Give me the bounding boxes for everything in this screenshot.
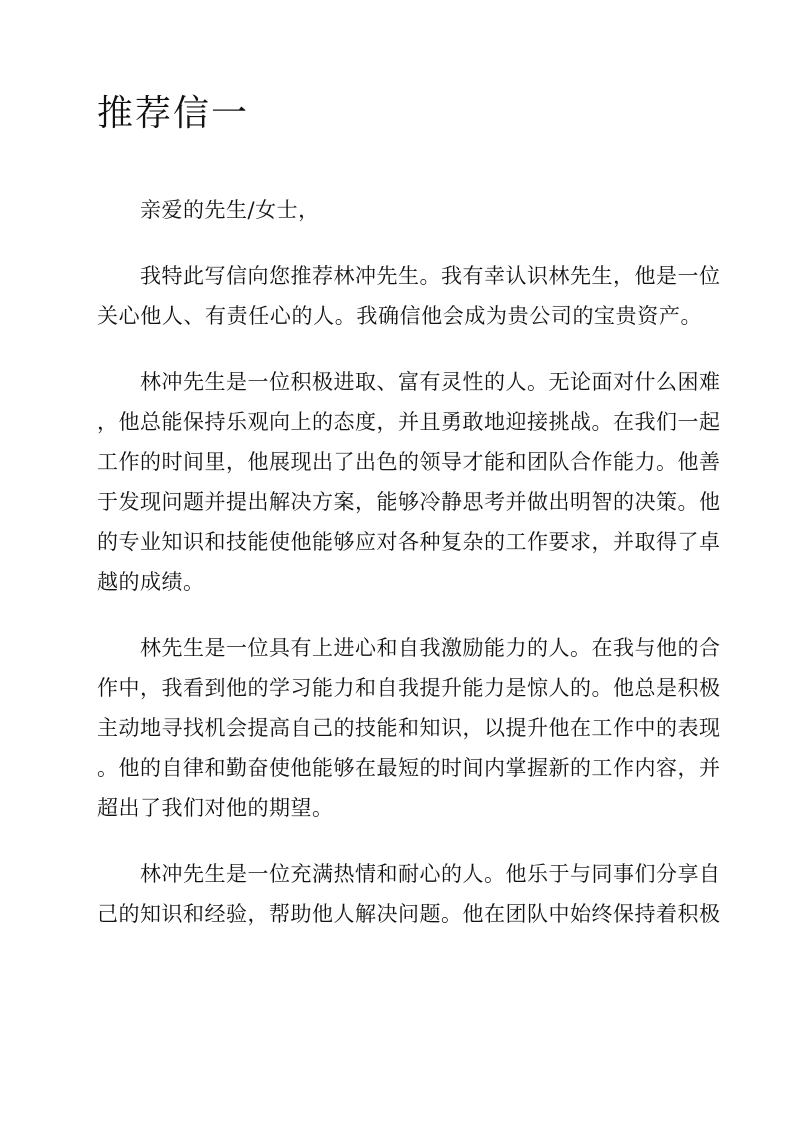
paragraph-line: 工作的时间里，他展现出了出色的领导才能和团队合作能力。他善 [97, 450, 721, 474]
greeting-paragraph [97, 190, 702, 230]
paragraph-line: 的专业知识和技能使他能够应对各种复杂的工作要求，并取得了卓 [97, 530, 721, 554]
paragraph-line: 于发现问题并提出解决方案，能够冷静思考并做出明智的决策。他 [97, 490, 721, 514]
paragraph-line: 。他的自律和勤奋使他能够在最短的时间内掌握新的工作内容，并 [97, 756, 721, 780]
paragraph-line: 关心他人、有责任心的人。我确信他会成为贵公司的宝贵资产。 [97, 304, 702, 328]
paragraph-character [97, 362, 721, 602]
paragraph-line: 越的成绩。 [97, 570, 205, 594]
paragraph-line: 主动地寻找机会提高自己的技能和知识，以提升他在工作中的表现 [97, 716, 721, 740]
paragraph-line: 我特此写信向您推荐林冲先生。我有幸认识林先生，他是一位 [140, 264, 721, 288]
paragraph-intro [97, 256, 721, 336]
page-title: 推荐信一 [97, 93, 250, 134]
greeting: 亲爱的先生/女士， [140, 198, 320, 222]
paragraph-line: 作中，我看到他的学习能力和自我提升能力是惊人的。他总是积极 [97, 676, 721, 700]
paragraph-enthusiasm [97, 854, 721, 934]
paragraph-line: 林冲先生是一位积极进取、富有灵性的人。无论面对什么困难 [140, 370, 721, 394]
paragraph-line: 超出了我们对他的期望。 [97, 796, 334, 820]
paragraph-line: 林冲先生是一位充满热情和耐心的人。他乐于与同事们分享自 [140, 862, 721, 886]
paragraph-line: 己的知识和经验，帮助他人解决问题。他在团队中始终保持着积极 [97, 902, 721, 926]
paragraph-line: ，他总能保持乐观向上的态度，并且勇敢地迎接挑战。在我们一起 [97, 410, 721, 434]
letter-body [97, 190, 721, 960]
paragraph-self-motivation [97, 628, 721, 828]
paragraph-line: 林先生是一位具有上进心和自我激励能力的人。在我与他的合 [140, 636, 721, 660]
